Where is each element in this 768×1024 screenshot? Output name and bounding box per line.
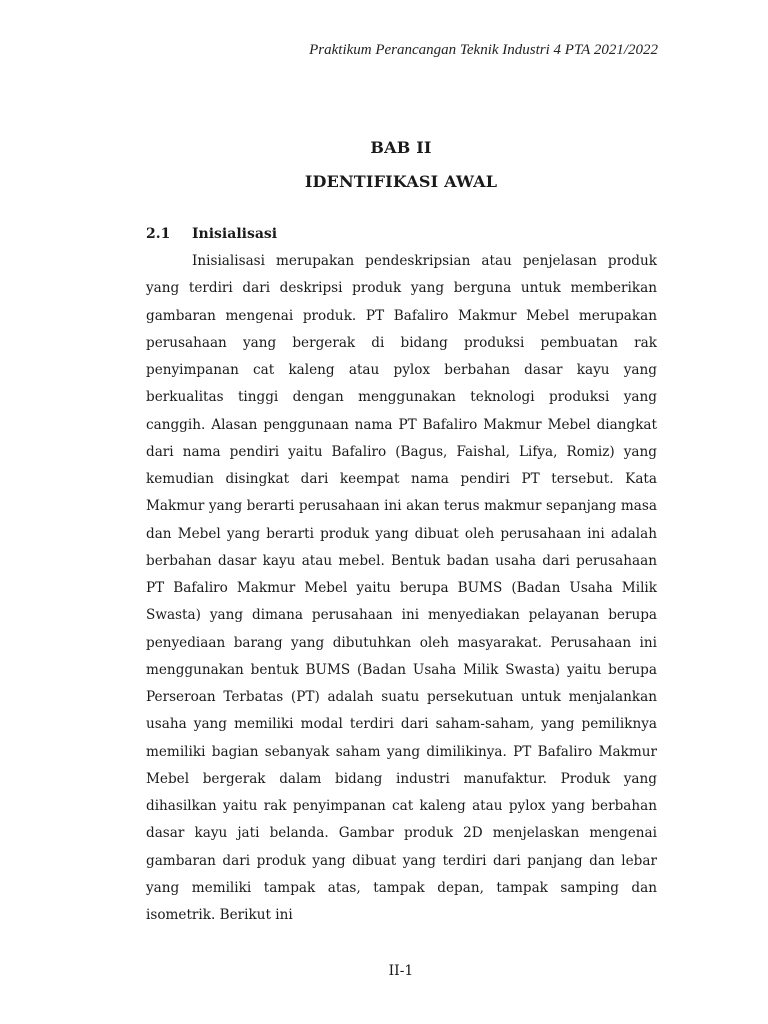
section-title: Inisialisasi — [192, 226, 278, 242]
section-heading — [146, 226, 277, 242]
running-header: Praktikum Perancangan Teknik Industri 4 PTA 2021/2022 — [309, 42, 658, 58]
chapter-number: BAB II — [370, 138, 432, 157]
body-paragraph: Inisialisasi merupakan pendeskripsian atau penjelasan produk yang terdiri dari deskripsi produk yang berguna untuk memberikan gambaran mengenai produk. PT Bafaliro Makmur Mebel merupakan perusahaan yang bergerak di bidang produksi pembuatan rak penyimpanan cat kaleng atau pylox berbahan dasar kayu yang berkualitas tinggi dengan menggunakan teknologi produksi yang canggih. Alasan penggunaan nama PT Bafaliro Makmur Mebel diangkat dari nama pendiri yaitu Bafaliro (Bagus, Faishal, Lifya, Romiz) yang kemudian disingkat dari keempat nama pendiri PT tersebut. Kata Makmur yang berarti perusahaan ini akan terus makmur sepanjang masa dan Mebel yang berarti produk yang dibuat oleh perusahaan ini adalah berbahan dasar kayu atau mebel. Bentuk badan usaha dari perusahaan PT Bafaliro Makmur Mebel yaitu berupa BUMS (Badan Usaha Milik Swasta) yang dimana perusahaan ini menyediakan pelayanan berupa penyediaan barang yang dibutuhkan oleh masyarakat. Perusahaan ini menggunakan bentuk BUMS (Badan Usaha Milik Swasta) yaitu berupa Perseroan Terbatas (PT) adalah suatu persekutuan untuk menjalankan usaha yang memiliki modal terdiri dari saham-saham, yang pemiliknya memiliki bagian sebanyak saham yang dimilikinya. PT Bafaliro Makmur Mebel bergerak dalam bidang industri manufaktur. Produk yang dihasilkan yaitu rak penyimpanan cat kaleng atau pylox yang berbahan dasar kayu jati belanda. Gambar produk 2D menjelaskan mengenai gambaran dari produk yang dibuat yang terdiri dari panjang dan lebar yang memiliki tampak atas, tampak depan, tampak samping dan isometrik. Berikut ini — [146, 253, 657, 923]
section-number: 2.1 — [146, 226, 171, 242]
chapter-title: IDENTIFIKASI AWAL — [304, 172, 498, 191]
page-number: II-1 — [388, 963, 414, 979]
